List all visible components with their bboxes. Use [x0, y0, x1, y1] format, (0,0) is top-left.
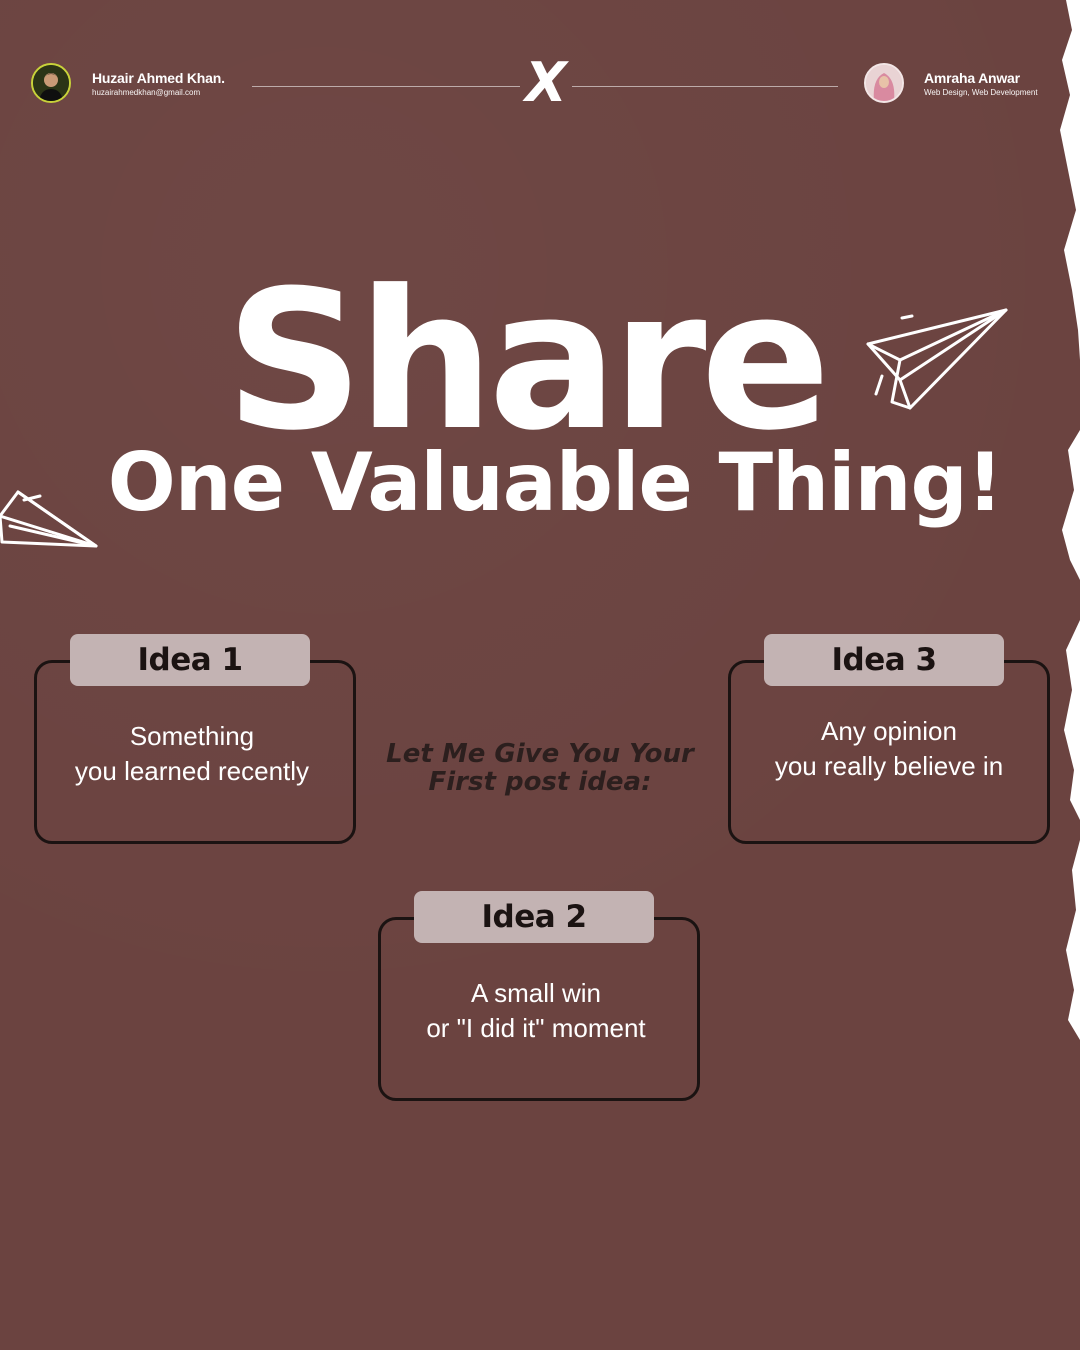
first-post-prompt	[370, 740, 710, 796]
prompt-line-2: First post idea:	[428, 767, 652, 797]
right-author-name: Amraha Anwar	[924, 70, 1020, 86]
idea-1-line-1: Something	[129, 721, 255, 751]
person-photo-icon	[866, 65, 902, 101]
right-author-avatar	[864, 63, 904, 103]
idea-text-3	[728, 714, 1050, 784]
header-rule-left	[252, 86, 520, 87]
left-author-name: Huzair Ahmed Khan.	[92, 70, 225, 86]
idea-3-line-2: you really believe in	[774, 751, 1004, 781]
idea-text-1	[31, 719, 353, 789]
header-rule-right	[572, 86, 838, 87]
idea-1-line-2: you learned recently	[74, 756, 310, 786]
idea-text-2	[375, 976, 697, 1046]
idea-label-3: Idea 3	[764, 634, 1004, 686]
left-author-email: huzairahmedkhan@gmail.com	[92, 88, 201, 97]
headline-subtitle: One Valuable Thing!	[107, 436, 1003, 529]
person-photo-icon	[33, 65, 69, 101]
idea-2-line-1: A small win	[470, 978, 602, 1008]
collab-x-mark: X	[525, 51, 567, 114]
headline-share: Share	[225, 250, 825, 473]
paper-plane-icon	[862, 304, 1012, 416]
torn-paper-edge	[1052, 0, 1080, 1350]
idea-2-line-2: or "I did it" moment	[426, 1013, 646, 1043]
paper-plane-icon	[0, 486, 100, 552]
idea-label-2: Idea 2	[414, 891, 654, 943]
left-author-avatar	[31, 63, 71, 103]
prompt-line-1: Let Me Give You Your	[386, 739, 694, 769]
idea-label-1: Idea 1	[70, 634, 310, 686]
right-author-subtitle: Web Design, Web Development	[924, 88, 1038, 97]
idea-3-line-1: Any opinion	[821, 716, 957, 746]
